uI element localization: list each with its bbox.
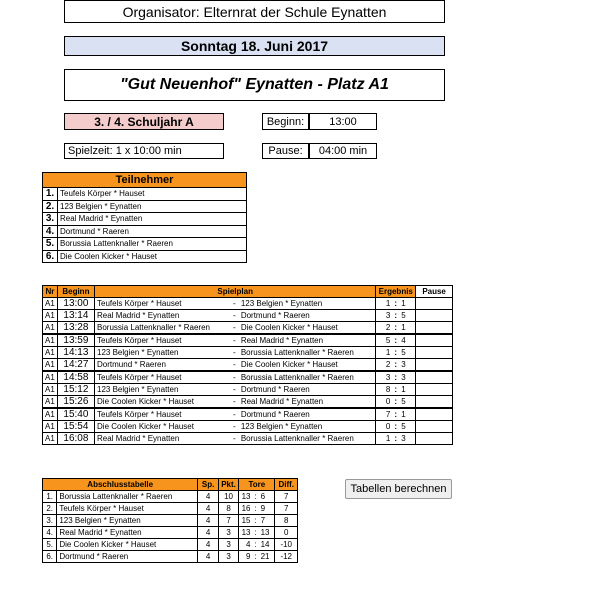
standings-rank: 4. (43, 527, 57, 539)
home-team: Die Coolen Kicker * Hauset (95, 421, 230, 433)
pause-value: 04:00 min (309, 143, 377, 159)
goals-against: 6 (259, 491, 275, 503)
participant-number: 5. (43, 238, 58, 251)
participant-name: Teufels Körper * Hauset (58, 188, 247, 201)
goals-against: 9 (259, 503, 275, 515)
match-row (43, 384, 453, 396)
participant-row (43, 238, 247, 251)
goals-colon: : (254, 528, 257, 537)
match-time: 13:59 (57, 334, 94, 347)
away-goals: 5 (399, 421, 415, 433)
match-time: 13:28 (57, 322, 94, 335)
standings-rank: 6. (43, 551, 57, 563)
match-row (43, 408, 453, 421)
standings-table (42, 478, 298, 563)
header-plan: Spielplan (95, 286, 376, 298)
goals-against: 21 (259, 551, 275, 563)
match-row (43, 347, 453, 359)
goals-against: 14 (259, 539, 275, 551)
goals-for: 13 (239, 491, 253, 503)
standings-points: 10 (218, 491, 238, 503)
standings-rank: 5. (43, 539, 57, 551)
participant-number: 1. (43, 188, 58, 201)
pause-cell (416, 408, 453, 421)
start-value: 13:00 (309, 113, 377, 130)
match-field: A1 (43, 396, 58, 409)
match-separator: - (230, 371, 239, 384)
standings-row (43, 503, 298, 515)
match-field: A1 (43, 322, 58, 335)
home-team: Borussia Lattenknaller * Raeren (95, 322, 230, 335)
home-goals: 8 (376, 384, 392, 396)
header-games: Sp. (198, 479, 218, 491)
participant-row (43, 225, 247, 238)
standings-team: 123 Belgien * Eynatten (57, 515, 198, 527)
standings-games: 4 (198, 503, 218, 515)
away-team: Real Madrid * Eynatten (239, 334, 376, 347)
match-field: A1 (43, 334, 58, 347)
away-goals: 1 (399, 322, 415, 335)
play-time: Spielzeit: 1 x 10:00 min (64, 143, 224, 159)
match-row (43, 334, 453, 347)
match-time: 14:58 (57, 371, 94, 384)
header-nr: Nr (43, 286, 58, 298)
goals-for: 13 (239, 527, 253, 539)
away-goals: 1 (399, 298, 415, 310)
match-row (43, 322, 453, 335)
standings-games: 4 (198, 539, 218, 551)
standings-points: 8 (218, 503, 238, 515)
away-goals: 3 (399, 433, 415, 445)
away-goals: 1 (399, 384, 415, 396)
score-colon: : (392, 310, 399, 322)
home-goals: 2 (376, 359, 392, 372)
standings-points: 3 (218, 527, 238, 539)
match-time: 14:13 (57, 347, 94, 359)
home-goals: 0 (376, 396, 392, 409)
participant-number: 3. (43, 213, 58, 226)
participant-number: 2. (43, 200, 58, 213)
match-row (43, 433, 453, 445)
pause-cell (416, 384, 453, 396)
match-separator: - (230, 359, 239, 372)
goals-colon: : (254, 540, 257, 549)
home-goals: 2 (376, 322, 392, 335)
home-team: Teufels Körper * Hauset (95, 334, 230, 347)
participant-row (43, 213, 247, 226)
home-team: Teufels Körper * Hauset (95, 298, 230, 310)
goals-for: 16 (239, 503, 253, 515)
match-field: A1 (43, 298, 58, 310)
score-colon: : (392, 298, 399, 310)
home-team: Dortmund * Raeren (95, 359, 230, 372)
match-separator: - (230, 322, 239, 335)
match-row (43, 421, 453, 433)
standings-team: Die Coolen Kicker * Hauset (57, 539, 198, 551)
away-goals: 4 (399, 334, 415, 347)
match-time: 13:14 (57, 310, 94, 322)
away-goals: 1 (399, 408, 415, 421)
match-time: 16:08 (57, 433, 94, 445)
match-separator: - (230, 384, 239, 396)
match-time: 15:54 (57, 421, 94, 433)
pause-cell (416, 396, 453, 409)
goal-difference: 8 (275, 515, 298, 527)
away-team: Real Madrid * Eynatten (239, 396, 376, 409)
header-result: Ergebnis (376, 286, 416, 298)
match-time: 15:12 (57, 384, 94, 396)
away-team: Borussia Lattenknaller * Raeren (239, 371, 376, 384)
standings-points: 3 (218, 551, 238, 563)
header-points: Pkt. (218, 479, 238, 491)
away-goals: 5 (399, 396, 415, 409)
away-team: Borussia Lattenknaller * Raeren (239, 433, 376, 445)
header-pause: Pause (416, 286, 453, 298)
away-team: Dortmund * Raeren (239, 310, 376, 322)
away-team: Die Coolen Kicker * Hauset (239, 322, 376, 335)
participant-row (43, 250, 247, 263)
match-field: A1 (43, 408, 58, 421)
match-separator: - (230, 421, 239, 433)
pause-cell (416, 359, 453, 372)
standings-team: Borussia Lattenknaller * Raeren (57, 491, 198, 503)
standings-row (43, 539, 298, 551)
score-colon: : (392, 384, 399, 396)
score-colon: : (392, 322, 399, 335)
standings-points: 3 (218, 539, 238, 551)
away-team: Dortmund * Raeren (239, 408, 376, 421)
match-separator: - (230, 298, 239, 310)
away-team: 123 Belgien * Eynatten (239, 298, 376, 310)
pause-cell (416, 347, 453, 359)
pause-cell (416, 298, 453, 310)
standings-games: 4 (198, 527, 218, 539)
header-goals: Tore (239, 479, 275, 491)
organizer-title: Organisator: Elternrat der Schule Eynatten (64, 0, 445, 23)
calculate-tables-button[interactable]: Tabellen berechnen (345, 479, 452, 499)
goal-difference: -12 (275, 551, 298, 563)
match-row (43, 396, 453, 409)
home-team: 123 Belgien * Eynatten (95, 384, 230, 396)
away-goals: 3 (399, 371, 415, 384)
home-team: Real Madrid * Eynatten (95, 433, 230, 445)
standings-row (43, 527, 298, 539)
score-colon: : (392, 347, 399, 359)
match-time: 14:27 (57, 359, 94, 372)
match-field: A1 (43, 384, 58, 396)
goals-colon: : (254, 492, 257, 501)
away-goals: 3 (399, 359, 415, 372)
participant-number: 4. (43, 225, 58, 238)
match-field: A1 (43, 359, 58, 372)
home-goals: 1 (376, 347, 392, 359)
home-goals: 5 (376, 334, 392, 347)
match-field: A1 (43, 310, 58, 322)
score-colon: : (392, 396, 399, 409)
match-field: A1 (43, 347, 58, 359)
match-row (43, 298, 453, 310)
pause-label: Pause: (262, 143, 309, 159)
match-row (43, 359, 453, 372)
standings-rank: 3. (43, 515, 57, 527)
match-field: A1 (43, 421, 58, 433)
match-separator: - (230, 347, 239, 359)
score-colon: : (392, 359, 399, 372)
standings-games: 4 (198, 515, 218, 527)
away-team: 123 Belgien * Eynatten (239, 421, 376, 433)
match-field: A1 (43, 433, 58, 445)
match-time: 15:26 (57, 396, 94, 409)
participants-table (42, 172, 247, 263)
match-time: 15:40 (57, 408, 94, 421)
participant-name: Real Madrid * Eynatten (58, 213, 247, 226)
score-colon: : (392, 408, 399, 421)
match-row (43, 371, 453, 384)
goals-for: 9 (239, 551, 253, 563)
home-goals: 1 (376, 298, 392, 310)
goal-difference: -10 (275, 539, 298, 551)
standings-row (43, 551, 298, 563)
goals-for: 15 (239, 515, 253, 527)
standings-rank: 2. (43, 503, 57, 515)
score-colon: : (392, 421, 399, 433)
home-team: Teufels Körper * Hauset (95, 371, 230, 384)
home-team: 123 Belgien * Eynatten (95, 347, 230, 359)
away-goals: 5 (399, 347, 415, 359)
participant-name: Borussia Lattenknaller * Raeren (58, 238, 247, 251)
match-separator: - (230, 310, 239, 322)
pause-cell (416, 433, 453, 445)
participant-number: 6. (43, 250, 58, 263)
score-colon: : (392, 334, 399, 347)
grade-label: 3. / 4. Schuljahr A (64, 113, 224, 130)
score-colon: : (392, 371, 399, 384)
match-row (43, 310, 453, 322)
participant-row (43, 188, 247, 201)
home-goals: 3 (376, 371, 392, 384)
event-date: Sonntag 18. Juni 2017 (64, 36, 445, 56)
pause-cell (416, 371, 453, 384)
goal-difference: 7 (275, 491, 298, 503)
standings-row (43, 515, 298, 527)
standings-games: 4 (198, 491, 218, 503)
goals-colon: : (254, 552, 257, 561)
standings-team: Teufels Körper * Hauset (57, 503, 198, 515)
schedule-table (42, 285, 453, 445)
goals-against: 13 (259, 527, 275, 539)
home-goals: 3 (376, 310, 392, 322)
header-diff: Diff. (275, 479, 298, 491)
standings-rank: 1. (43, 491, 57, 503)
home-team: Die Coolen Kicker * Hauset (95, 396, 230, 409)
match-field: A1 (43, 371, 58, 384)
match-time: 13:00 (57, 298, 94, 310)
goal-difference: 0 (275, 527, 298, 539)
goal-difference: 7 (275, 503, 298, 515)
standings-points: 7 (218, 515, 238, 527)
standings-title: Abschlusstabelle (43, 479, 198, 491)
participant-name: 123 Belgien * Eynatten (58, 200, 247, 213)
standings-games: 4 (198, 551, 218, 563)
match-separator: - (230, 334, 239, 347)
score-colon: : (392, 433, 399, 445)
standings-team: Dortmund * Raeren (57, 551, 198, 563)
away-goals: 5 (399, 310, 415, 322)
start-label: Beginn: (262, 113, 309, 130)
goals-for: 4 (239, 539, 253, 551)
participant-name: Die Coolen Kicker * Hauset (58, 250, 247, 263)
standings-team: Real Madrid * Eynatten (57, 527, 198, 539)
home-goals: 1 (376, 433, 392, 445)
goals-colon: : (254, 516, 257, 525)
goals-colon: : (254, 504, 257, 513)
pause-cell (416, 322, 453, 335)
standings-row (43, 491, 298, 503)
pause-cell (416, 310, 453, 322)
pause-cell (416, 334, 453, 347)
header-start: Beginn (57, 286, 94, 298)
home-team: Teufels Körper * Hauset (95, 408, 230, 421)
venue-title: "Gut Neuenhof" Eynatten - Platz A1 (64, 69, 445, 101)
home-goals: 7 (376, 408, 392, 421)
participant-name: Dortmund * Raeren (58, 225, 247, 238)
home-team: Real Madrid * Eynatten (95, 310, 230, 322)
participants-title: Teilnehmer (43, 173, 247, 188)
participant-row (43, 200, 247, 213)
away-team: Dortmund * Raeren (239, 384, 376, 396)
away-team: Borussia Lattenknaller * Raeren (239, 347, 376, 359)
home-goals: 0 (376, 421, 392, 433)
goals-against: 7 (259, 515, 275, 527)
match-separator: - (230, 396, 239, 409)
pause-cell (416, 421, 453, 433)
away-team: Die Coolen Kicker * Hauset (239, 359, 376, 372)
match-separator: - (230, 433, 239, 445)
match-separator: - (230, 408, 239, 421)
